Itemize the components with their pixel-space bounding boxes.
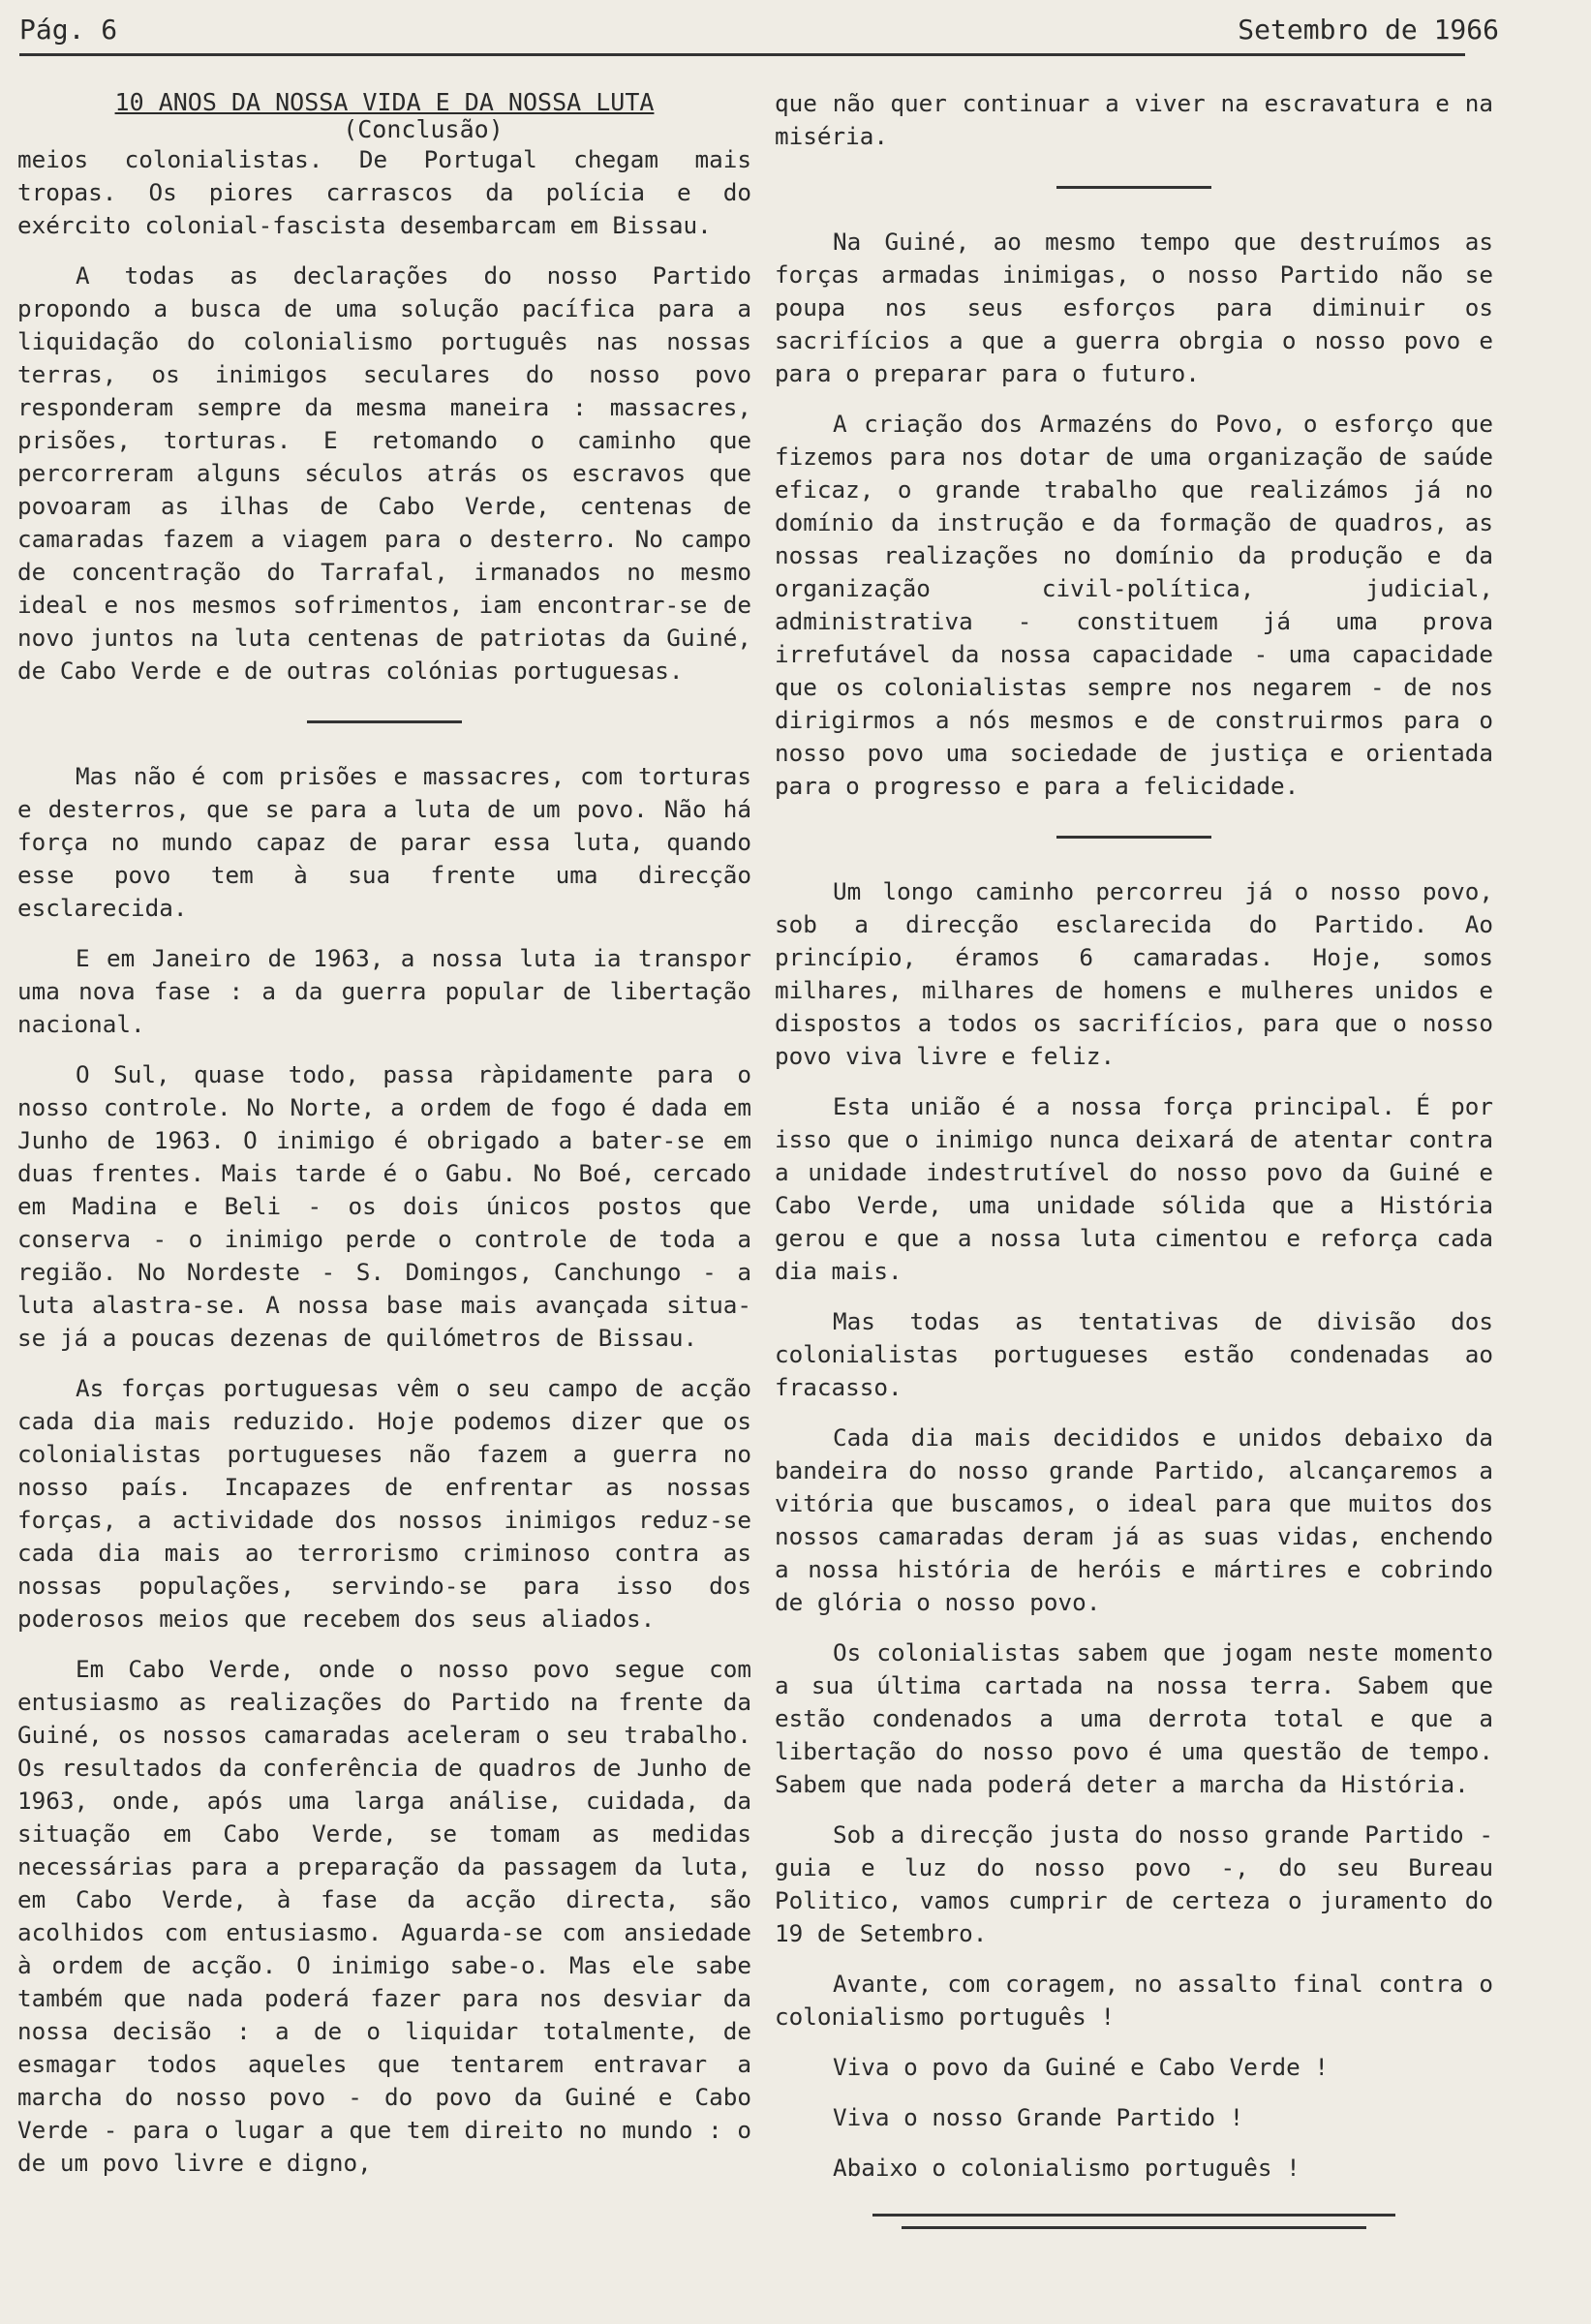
paragraph: Sob a direcção justa do nosso grande Partido - guia e luz do nosso povo -, do seu Bureau Politico, vamos cumprir de certeza o juramento do 19 de Setembro. xyxy=(775,1820,1493,1947)
paragraph: Em Cabo Verde, onde o nosso povo segue com entusiasmo as realizações do Partido na frente da Guiné, os nossos camaradas aceleram o seu trabalho. Os resultados da conferência de quadros de Junho de 1963, onde, após uma larga análise, cuidada, da situação em Cabo Verde, se tomam as medidas necessárias para a preparação da passagem da luta, em Cabo Verde, à fase da acção directa, são acolhidos com entusiasmo. Aguarda-se com ansiedade à ordem de acção. O inimigo sabe-o. Mas ele sabe também que nada poderá fazer para nos desviar da nossa decisão : a de o liquidar totalmente, de esmagar todos aqueles que tentarem entravar a marcha do nosso povo - do povo da Guiné e Cabo Verde - para o lugar a que tem direito no mundo : o de um povo livre e digno, xyxy=(17,1655,751,2177)
paragraph: Cada dia mais decididos e unidos debaixo da bandeira do nosso grande Partido, alcançaremos a vitória que buscamos, o ideal para que muitos dos nossos camaradas deram já as suas vidas, enchendo a nossa história de heróis e mártires e cobrindo de glória o nosso povo. xyxy=(775,1423,1493,1616)
paragraph: meios colonialistas. De Portugal chegam mais tropas. Os piores carrascos da polícia e do exército colonial-fascista desembarcam em Bissau. xyxy=(17,145,751,239)
issue-date: Setembro de 1966 xyxy=(1238,14,1499,46)
right-column xyxy=(775,87,1493,2239)
article-subtitle: (Conclusão) xyxy=(343,115,504,143)
paragraph: Os colonialistas sabem que jogam neste momento a sua última cartada na nossa terra. Sabem que estão condenados a uma derrota total e que a libertação do nosso povo é uma questão de tempo. Sabem que nada poderá deter a marcha da História. xyxy=(775,1638,1493,1798)
paragraph: Um longo caminho percorreu já o nosso povo, sob a direcção esclarecida do Partido. Ao princípio, éramos 6 camaradas. Hoje, somos milhares, milhares de homens e mulheres unidos e dispostos a todos os sacrifícios, para que o nosso povo viva livre e feliz. xyxy=(775,877,1493,1070)
section-divider xyxy=(307,720,462,723)
slogan: Viva o povo da Guiné e Cabo Verde ! xyxy=(833,2053,1329,2081)
section-divider xyxy=(1056,186,1211,189)
end-rules xyxy=(775,2214,1493,2229)
slogan: Avante, com coragem, no assalto final contra o colonialismo português ! xyxy=(775,1970,1493,2031)
left-column xyxy=(17,87,751,2197)
header-rule xyxy=(19,53,1465,56)
paragraph: A criação dos Armazéns do Povo, o esforço que fizemos para nos dotar de uma organização de saúde eficaz, o grande trabalho que realizámos já no domínio da instrução e da formação de quadros, as nossas realizações no domínio da produção e da organização civil-política, judicial, administrativa - constituem já uma prova irrefutável da nossa capacidade - uma capacidade que os colonialistas sempre nos negarem - de nos dirigirmos a nós mesmos e de construirmos para o nosso povo uma sociedade de justiça e orientada para o progresso e para a felicidade. xyxy=(775,410,1493,800)
end-rule xyxy=(872,2214,1395,2217)
paragraph: Mas não é com prisões e massacres, com torturas e desterros, que se para a luta de um povo. Não há força no mundo capaz de parar essa luta, quando esse povo tem à sua frente uma direcção esclarecida. xyxy=(17,762,751,922)
paragraph: Mas todas as tentativas de divisão dos colonialistas portugueses estão condenadas ao fracasso. xyxy=(775,1307,1493,1401)
article-title-block xyxy=(17,89,751,143)
page-number: Pág. 6 xyxy=(19,14,118,46)
paragraph: E em Janeiro de 1963, a nossa luta ia transpor uma nova fase : a da guerra popular de libertação nacional. xyxy=(17,944,751,1038)
paragraph: A todas as declarações do nosso Partido propondo a busca de uma solução pacífica para a liquidação do colonialismo português nas nossas terras, os inimigos seculares do nosso povo responderam sempre da mesma maneira : massacres, prisões, torturas. E retomando o caminho que percorreram alguns séculos atrás os escravos que povoaram as ilhas de Cabo Verde, centenas de camaradas fazem a viagem para o desterro. No campo de concentração do Tarrafal, irmanados no mesmo ideal e nos mesmos sofrimentos, iam encontrar-se de novo juntos na luta centenas de patriotas da Guiné, de Cabo Verde e de outras colónias portuguesas. xyxy=(17,261,751,685)
slogan: Abaixo o colonialismo português ! xyxy=(833,2154,1300,2182)
section-divider xyxy=(1056,836,1211,839)
end-rule xyxy=(902,2226,1366,2229)
paragraph: Na Guiné, ao mesmo tempo que destruímos as forças armadas inimigas, o nosso Partido não se poupa nos seus esforços para diminuir os sacrifícios a que a guerra obrgia o nosso povo e para o preparar para o futuro. xyxy=(775,228,1493,387)
paragraph: que não quer continuar a viver na escravatura e na miséria. xyxy=(775,89,1493,150)
paragraph: As forças portuguesas vêm o seu campo de acção cada dia mais reduzido. Hoje podemos dizer que os colonialistas portugueses não fazem a guerra no nosso país. Incapazes de enfrentar as nossas forças, a actividade dos nossos inimigos reduz-se cada dia mais ao terrorismo criminoso contra as nossas populações, servindo-se para isso dos poderosos meios que recebem dos seus aliados. xyxy=(17,1374,751,1633)
paragraph: Esta união é a nossa força principal. É por isso que o inimigo nunca deixará de atentar contra a unidade indestrutível do nosso povo da Guiné e Cabo Verde, uma unidade sólida que a História gerou e que a nossa luta cimentou e reforça cada dia mais. xyxy=(775,1092,1493,1285)
article-title: 10 ANOS DA NOSSA VIDA E DA NOSSA LUTA xyxy=(114,88,655,116)
slogan: Viva o nosso Grande Partido ! xyxy=(833,2103,1244,2131)
paragraph: O Sul, quase todo, passa ràpidamente para o nosso controle. No Norte, a ordem de fogo é dada em Junho de 1963. O inimigo é obrigado a bater-se em duas frentes. Mais tarde é o Gabu. No Boé, cercado em Madina e Beli - os dois únicos postos que conserva - o inimigo perde o controle de toda a região. No Nordeste - S. Domingos, Canchungo - a luta alastra-se. A nossa base mais avançada situa-se já a poucas dezenas de quilómetros de Bissau. xyxy=(17,1060,751,1352)
